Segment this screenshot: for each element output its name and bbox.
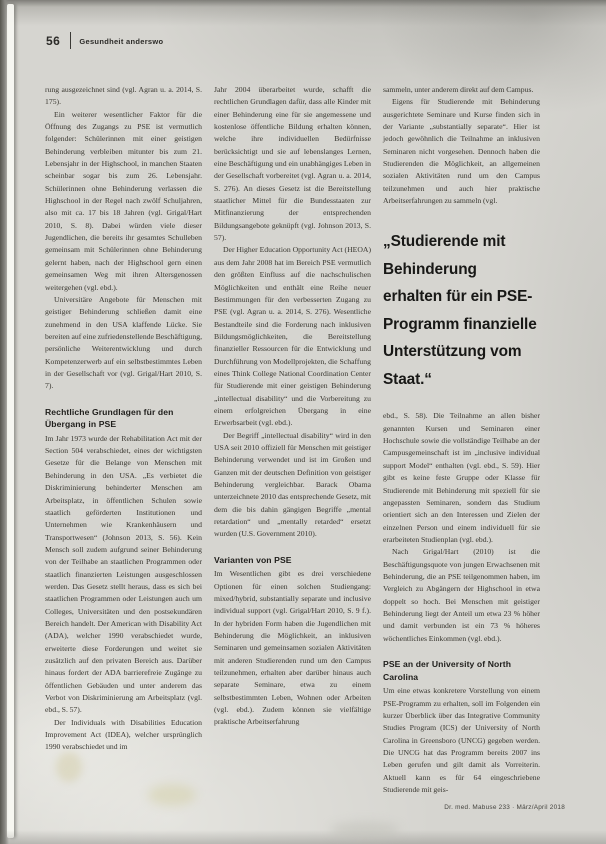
heading-pse-university-north-carolina: PSE an der University of North Carolina xyxy=(383,658,512,682)
scan-page-edge-left xyxy=(7,4,14,838)
column-3 xyxy=(383,84,540,802)
column-2 xyxy=(214,84,371,802)
scan-edge-shadow-bottom xyxy=(0,830,606,844)
paragraph: Nach Grigal/Hart (2010) ist die Beschäftigungsquote von jungen Erwachsenen mit Behinderung, die an PSE teilgenommen haben, im Vergleich zu Abgängern der Highschool in etwa doppelt so hoch. Bei Menschen mit geistiger Behinderung liegt der Anteil um etwa 23 % höher und damit verbunden ist ein 73 % höheres wöchentliches Einkommen (vgl. ebd.). xyxy=(383,547,540,643)
section-title: Gesundheit anderswo xyxy=(79,36,164,46)
pull-quote: „Studierende mit Behinderung erhalten für ein PSE-Programm finanzielle Unterstützung vom Staat.“ xyxy=(383,233,537,388)
paragraph: Der Individuals with Disabilities Education Improvement Act (IDEA), welcher ursprünglich 1990 verabschiedet und im xyxy=(45,717,202,752)
column-1 xyxy=(45,84,202,802)
paragraph: rung ausgezeichnet sind (vgl. Agran u. a. 2014, S. 175). xyxy=(45,85,202,107)
paragraph: Im Jahr 1973 wurde der Rehabilitation Act mit der Section 504 verabschiedet, eines der wichtigsten Gesetze für die Belange von Menschen mit Behinderung in den USA. „Es verbietet die Diskriminierung behinderter Menschen am Arbeitsplatz, in öffentlichen Schulen sowie staatlich geförderten Institutionen und Unternehmen wie Krankenhäusern und Transportwesen“ (Johnson 2013, S. 56). Kein Mensch soll zudem aufgrund seiner Behinderung von der Teilhabe an staatlichen Programmen oder staatlich finanzierten Leistungen ausgeschlossen werden. Das Gesetz stellt heraus, dass es sich bei staatlichen Programmen oder Leistungen auch um Colleges, Universitäten und den postsekundären Bereich handelt. Der American with Disability Act (ADA), welcher 1990 verabschiedet wurde, erweiterte diese Forderungen und weitet sie zusätzlich auf den privaten Bereich aus. Darüber hinaus fordert der ADA barrierefreie Zugänge zu öffentlichen Gebäuden und unter anderem das Verbot von Diskriminierung am Arbeitsplatz (vgl. ebd., S. 57). xyxy=(45,433,202,715)
paragraph: sammeln, unter anderem direkt auf dem Campus. xyxy=(383,85,534,94)
header-divider xyxy=(70,32,71,49)
paragraph: Im Wesentlichen gibt es drei verschiedene Optionen für einen solchen Studiengang: mixed/hybrid, substantially separate und inclusive individual support (vgl. Grigal/Hart 2010, S. 9 f.). In der hybriden Form haben die Jugendlichen mit Behinderung die Möglichkeit, an inklusiven Seminaren und gemeinsamen sozialen Aktivitäten mit anderen Studierenden rund um den Campus teilzunehmen, erhalten aber darüber hinaus auch separate Seminare, etwa zu einem selbstbestimmten Leben, Wohnen oder Arbeiten (vgl. ebd.). Zudem können sie vielfältige praktische Arbeitserfahrung xyxy=(214,569,371,727)
paragraph: Jahr 2004 überarbeitet wurde, schafft die rechtlichen Grundlagen dafür, dass alle Kinder mit einer Behinderung eine für sie angemessene und kostenlose öffentliche Bildung erhalten können, welche ihre individuellen Bedürfnisse berücksichtigt und sie auf lebenslanges Lernen, eine Beschäftigung und ein unabhängiges Leben in der Gesellschaft vorbereitet (vgl. Agran u. a. 2014, S. 276). An dieses Gesetz ist die Bereitstellung staatlicher Mittel für die Bundesstaaten zur Mitfinanzierung der entsprechenden Bildungsangebote geknüpft (vgl. Johnson 2013, S. 57). xyxy=(214,85,371,243)
paragraph: Der Begriff „intellectual disability“ wird in den USA seit 2010 offiziell für Menschen mit geistiger Behinderung verwendet und ist im Großen und Ganzen mit der deutschen Definition von geistiger Behinderung vergleichbar. Barack Obama unterzeichnete 2010 das entsprechende Gesetz, mit dem die bis dahin gängigen Begriffe „mental retardation“ und „mentally retarded“ ersetzt wurden (U.S. Government 2010). xyxy=(214,430,371,539)
paragraph: Universitäre Angebote für Menschen mit geistiger Behinderung schließen damit eine zunehmend in den USA klaffende Lücke. Sie bereiten auf eine zufriedenstellende Beschäftigung, persönliche Weiterentwicklung und durch Kompetenzerwerb auf ein selbstbestimmtes Leben in der Gesellschaft vor (vgl. Grigal/Hart 2010, S. 7). xyxy=(45,294,202,391)
page-header xyxy=(46,32,163,49)
journal-footer: Dr. med. Mabuse 233 · März/April 2018 xyxy=(444,804,565,811)
heading-rechtliche-grundlagen: Rechtliche Grundlagen für den Übergang in PSE xyxy=(45,406,174,430)
paragraph: ebd., S. 58). Die Teilnahme an allen bisher genannten Kursen und Seminaren einer Hochschule sowie die vollständige Teilhabe an der Campusgemeinschaft ist im „inclusive individual support Model“ enthalten (vgl. ebd., S. 59). Hier gibt es keine feste Gruppe oder Klasse für Studierende mit Behinderung mit speziell für sie angepassten Seminaren, sondern das Studium orientiert sich an den Interessen und Zielen der einzelnen Person und einem individuell für sie erarbeiteten Studienplan (vgl. ebd.). xyxy=(383,411,540,544)
paragraph: Eigens für Studierende mit Behinderung ausgerichtete Seminare und Kurse finden sich in der Variante „substantially separate“. Hier ist jedoch gewöhnlich die Teilnahme an inklusiven Seminaren nicht vorgesehen. Dennoch haben die Studierenden die Möglichkeit, an allgemeinen sozialen Aktivitäten rund um den Campus teilzunehmen und auch hier praktische Arbeitserfahrungen zu sammeln (vgl. xyxy=(383,97,540,206)
article-body xyxy=(45,84,541,802)
scan-smudge xyxy=(330,822,400,838)
page-number: 56 xyxy=(46,33,61,48)
paragraph: Um eine etwas konkretere Vorstellung von einem PSE-Programm zu erhalten, soll im Folgenden ein kurzer Überblick über das Integrative Community Studies Program (ICS) der University of North Carolina in Greensboro (UNCG) gegeben werden. Die UNCG hat das Programm bereits 2007 ins Leben gerufen und gilt damit als Vorreiterin. Aktuell kann es für 64 eingeschriebene Studierende mit geis- xyxy=(383,686,540,794)
paragraph: Ein weiterer wesentlicher Faktor für die Öffnung des Zugangs zu PSE ist vermutlich folgender: Schülerinnen mit einer geistigen Behinderung verbleiben mitunter bis zum 21. Lebensjahr in der Highschool, in manchen Staaten scheinbar sogar bis zum 26. Lebensjahr. Schülerinnen ohne Behinderung verlassen die Highschool in der Regel nach zwölf Schuljahren, also mit ca. 17 bis 18 Jahren (vgl. Grigal/Hart 2010, S. 8). Dabei würden viele dieser Jugendlichen, die bereits ihr gesamtes Schulleben gemeinsam mit Schülerinnen ohne Behinderung gelernt haben, nach der Highschool gern einen gemeinsamen Weg mit ihren Altersgenossen weitergehen (vgl. ebd.). xyxy=(45,109,202,292)
heading-varianten-von-pse: Varianten von PSE xyxy=(214,554,292,565)
paragraph: Der Higher Education Opportunity Act (HEOA) aus dem Jahr 2008 hat im Bereich PSE vermutlich den größten Einfluss auf die nachschulischen Möglichkeiten und enthält eine Reihe neuer Bestimmungen für den verbesserten Zugang zu PSE (vgl. Agran u. a. 2014, S. 276). Wesentliche Bestandteile sind die Forderung nach inklusiven Bildungsmöglichkeiten, die Bereitstellung finanzieller Ressourcen für die Entwicklung und Durchführung von Modellprojekten, die Schaffung eines Think College National Coordination Center für Studierende mit einer geistigen Behinderung „intellectual disability“ und die Vorbereitung zu einem erfolgreichen Übergang in eine Erwerbsarbeit (vgl. ebd.). xyxy=(214,245,371,428)
